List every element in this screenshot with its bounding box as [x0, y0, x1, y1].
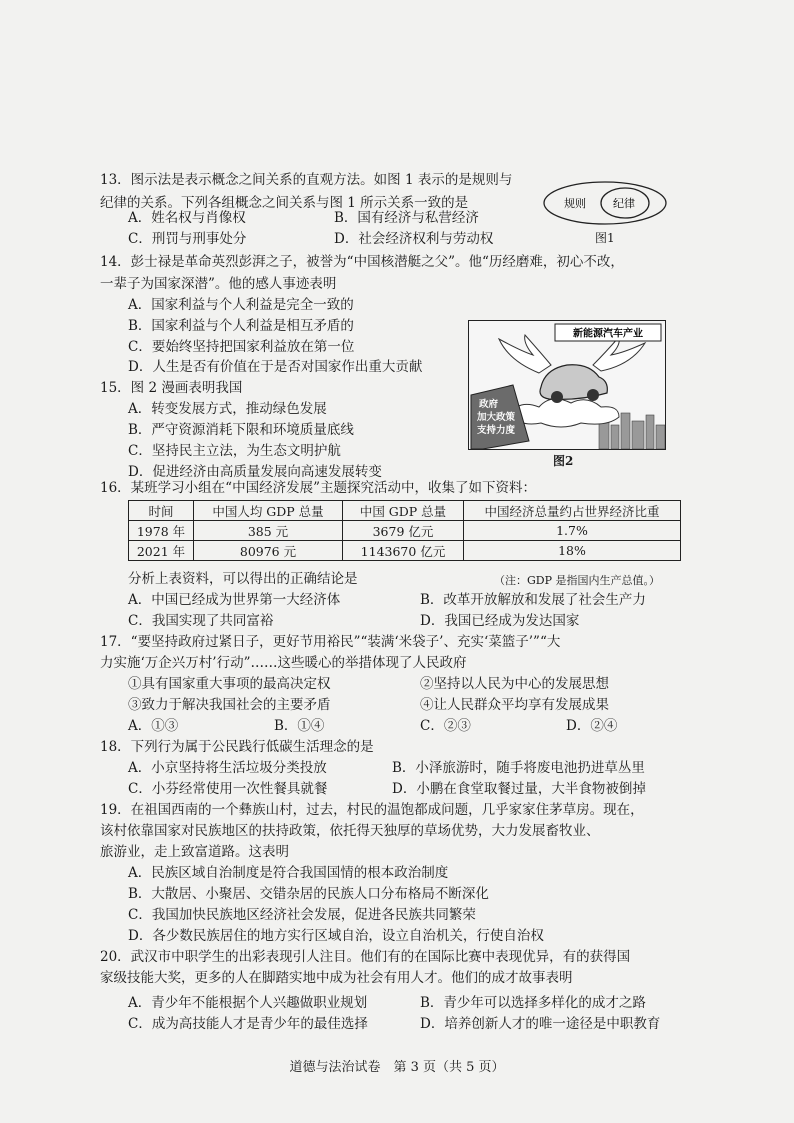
q15-option-c: C．坚持民主立法，为生态文明护航	[128, 443, 341, 459]
q20-option-c: C．成为高技能人才是青少年的最佳选择	[128, 1016, 368, 1032]
figure-2-cartoon	[468, 320, 666, 450]
q14-option-d: D．人生是否有价值在于是否对国家作出重大贡献	[128, 359, 423, 375]
q14-option-a: A．国家利益与个人利益是完全一致的	[128, 297, 354, 313]
table-row	[129, 521, 681, 541]
table-cell: 1978 年	[129, 521, 194, 541]
q17-statement-3: ③致力于解决我国社会的主要矛盾	[128, 697, 331, 713]
q13-stem-1: 13．图示法是表示概念之间关系的直观方法。如图 1 表示的是规则与	[100, 172, 513, 188]
q19-option-c: C．我国加快民族地区经济社会发展，促进各民族共同繁荣	[128, 907, 476, 923]
q20-stem-2: 家级技能大奖，更多的人在脚踏实地中成为社会有用人才。他们的成才故事表明	[100, 970, 573, 986]
table-header-cell: 中国人均 GDP 总量	[194, 501, 343, 521]
q20-option-a: A．青少年不能根据个人兴趣做职业规划	[128, 995, 368, 1011]
figure-1-caption: 图1	[595, 231, 615, 245]
q15-option-a: A．转变发展方式，推动绿色发展	[128, 401, 327, 417]
gdp-table	[128, 500, 681, 561]
figure-1-outer-label: 规则	[564, 197, 586, 210]
figure-1-inner-label: 纪律	[613, 197, 635, 210]
q13-option-b: B．国有经济与私营经济	[334, 210, 479, 226]
figure-2-book-line-2: 加大政策	[477, 412, 516, 423]
q15-option-d: D．促进经济由高质量发展向高速发展转变	[128, 464, 382, 480]
q19-stem-3: 旅游业，走上致富道路。这表明	[100, 844, 289, 860]
q17-statement-1: ①具有国家重大事项的最高决定权	[128, 676, 331, 692]
q20-stem-1: 20．武汉市中职学生的出彩表现引人注目。他们有的在国际比赛中表现优异，有的获得国	[100, 949, 631, 965]
table-header-cell: 时间	[129, 501, 194, 521]
table-header-row	[129, 501, 681, 521]
q16-option-d: D．我国已经成为发达国家	[420, 613, 580, 629]
q16-option-b: B．改革开放解放和发展了社会生产力	[420, 592, 646, 608]
q17-option-a: A．①③	[128, 718, 179, 734]
q17-stem-1: 17．“要坚持政府过紧日子，更好节用裕民”“装满‘米袋子’、充实‘菜篮子’”“大	[100, 634, 561, 650]
q18-option-c: C．小芬经常使用一次性餐具就餐	[128, 781, 328, 797]
figure-2-book-line-1: 政府	[479, 399, 499, 410]
table-cell: 3679 亿元	[343, 521, 464, 541]
table-cell: 2021 年	[129, 541, 194, 561]
q17-option-b: B．①④	[274, 718, 325, 734]
table-row	[129, 541, 681, 561]
q13-option-a: A．姓名权与肖像权	[128, 210, 246, 226]
q13-option-d: D．社会经济权利与劳动权	[334, 231, 494, 247]
q16-stem-1: 16．某班学习小组在“中国经济发展”主题探究活动中，收集了如下资料：	[100, 480, 536, 496]
table-header-cell: 中国经济总量约占世界经济比重	[464, 501, 681, 521]
figure-2-book-line-3: 支持力度	[477, 425, 516, 436]
q19-option-b: B．大散居、小聚居、交错杂居的民族人口分布格局不断深化	[128, 886, 489, 902]
q14-option-b: B．国家利益与个人利益是相互矛盾的	[128, 318, 354, 334]
q17-statement-4: ④让人民群众平均享有发展成果	[420, 697, 609, 713]
q19-option-a: A．民族区域自治制度是符合我国国情的根本政治制度	[128, 865, 449, 881]
q14-stem-1: 14．彭士禄是革命英烈彭湃之子，被誉为“中国核潜艇之父”。他“历经磨难，初心不改，	[100, 254, 624, 270]
q19-stem-1: 19．在祖国西南的一个彝族山村，过去，村民的温饱都成问题，几乎家家住茅草房。现在，	[100, 802, 644, 818]
q13-stem-2: 纪律的关系。下列各组概念之间关系与图 1 所示关系一致的是	[100, 195, 469, 211]
q20-option-d: D．培养创新人才的唯一途径是中职教育	[420, 1016, 661, 1032]
q17-stem-2: 力实施‘万企兴万村’行动”……这些暖心的举措体现了人民政府	[100, 655, 467, 671]
q18-option-d: D．小鹏在食堂取餐过量，大半食物被倒掉	[392, 781, 646, 797]
q18-option-a: A．小京坚持将生活垃圾分类投放	[128, 760, 327, 776]
q17-option-d: D．②④	[566, 718, 618, 734]
table-cell: 80976 元	[194, 541, 343, 561]
q13-option-c: C．刑罚与刑事处分	[128, 231, 247, 247]
q14-stem-2: 一辈子为国家深潜”。他的感人事迹表明	[100, 276, 337, 292]
q15-option-b: B．严守资源消耗下限和环境质量底线	[128, 422, 354, 438]
q18-option-b: B．小泽旅游时，随手将废电池扔进草丛里	[392, 760, 645, 776]
q16-option-c: C．我国实现了共同富裕	[128, 613, 274, 629]
figure-2-caption: 图2	[553, 454, 574, 468]
q19-stem-2: 该村依靠国家对民族地区的扶持政策，依托得天独厚的草场优势，大力发展畜牧业、	[100, 823, 600, 839]
q16-option-a: A．中国已经成为世界第一大经济体	[128, 592, 341, 608]
q18-stem: 18．下列行为属于公民践行低碳生活理念的是	[100, 739, 374, 755]
table-cell: 385 元	[194, 521, 343, 541]
table-cell: 18%	[464, 541, 681, 561]
q17-option-c: C．②③	[420, 718, 471, 734]
page-footer: 道德与法治试卷 第 3 页（共 5 页）	[289, 1060, 505, 1075]
figure-2-banner-text: 新能源汽车产业	[573, 328, 643, 340]
q15-stem: 15．图 2 漫画表明我国	[100, 380, 243, 396]
table-header-cell: 中国 GDP 总量	[343, 501, 464, 521]
q20-option-b: B．青少年可以选择多样化的成才之路	[420, 995, 646, 1011]
q17-statement-2: ②坚持以人民为中心的发展思想	[420, 676, 609, 692]
q19-option-d: D．各少数民族居住的地方实行区域自治，设立自治机关，行使自治权	[128, 928, 544, 944]
table-cell: 1143670 亿元	[343, 541, 464, 561]
q16-stem-2: 分析上表资料，可以得出的正确结论是	[128, 571, 358, 587]
q16-table-note: （注：GDP 是指国内生产总值。）	[494, 574, 661, 587]
table-cell: 1.7%	[464, 521, 681, 541]
q14-option-c: C．要始终坚持把国家利益放在第一位	[128, 339, 355, 355]
